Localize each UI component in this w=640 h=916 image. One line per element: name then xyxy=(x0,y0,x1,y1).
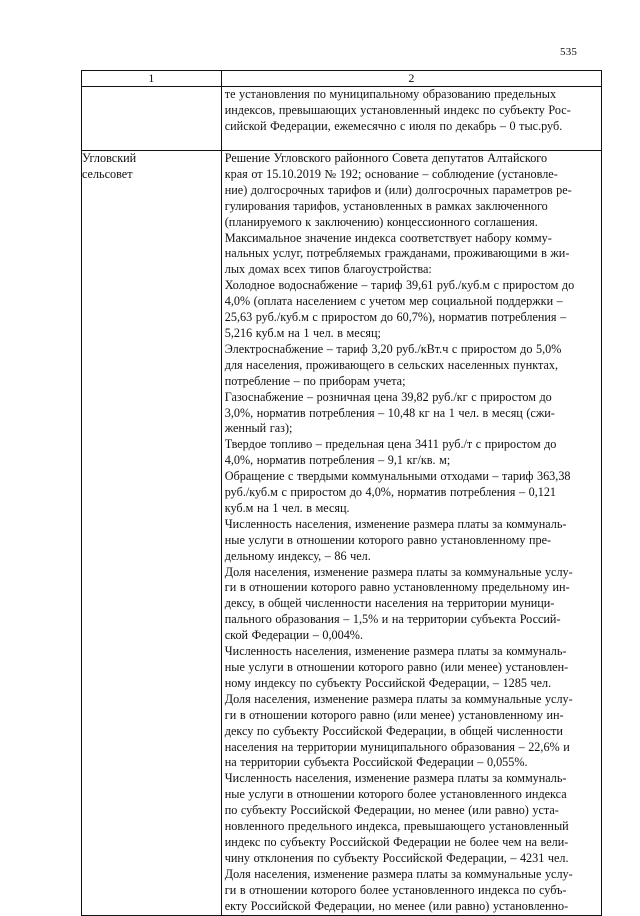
text-line: чину отклонения по субъекту Российской Федерации, – 4231 чел. xyxy=(224,850,569,865)
text-line: ные услуги в отношении которого более установленного индекса xyxy=(224,787,567,802)
indices-table xyxy=(81,70,602,916)
text-line: 5,216 куб.м на 1 чел. в месяц; xyxy=(224,325,381,340)
text-line: Обращение с твердыми коммунальными отходами – тариф 363,38 xyxy=(224,469,571,484)
text-line: пального образования – 1,5% и на территории субъекта Россий- xyxy=(224,612,561,627)
description-paragraph xyxy=(222,437,601,469)
text-line: 4,0% (оплата населением с учетом мер социальной поддержки – xyxy=(224,294,563,309)
page-number: 535 xyxy=(560,46,578,58)
text-line: Холодное водоснабжение – тариф 39,61 руб./куб.м с приростом до xyxy=(224,278,575,293)
text-line: ние) долгосрочных тарифов и (или) долгосрочных параметров ре- xyxy=(224,182,572,197)
description-paragraph xyxy=(222,390,601,438)
row1-municipality xyxy=(82,87,222,151)
text-line: Твердое топливо – предельная цена 3411 руб./т с приростом до xyxy=(224,437,557,452)
municipality-name-line: сельсовет xyxy=(82,166,133,181)
text-line: дексу, в общей численности населения на территории муници- xyxy=(224,596,555,611)
text-line: нальных услуг, потребляемых гражданами, проживающими в жи- xyxy=(224,246,570,261)
text-line: индекс по субъекту Российской Федерации не более чем на вели- xyxy=(224,834,569,849)
description-paragraph xyxy=(222,151,601,231)
text-line: 4,0%, норматив потребления – 9,1 кг/кв. м; xyxy=(224,453,451,468)
table-row-uglovsky xyxy=(82,151,602,916)
text-line: ному индексу по субъекту Российской Федерации, – 1285 чел. xyxy=(224,675,552,690)
description-paragraph xyxy=(222,278,601,342)
text-line: Газоснабжение – розничная цена 39,82 руб./кг с приростом до xyxy=(224,389,552,404)
table-header-row xyxy=(82,71,602,87)
text-line: ные услуги в отношении которого равно (или менее) установлен- xyxy=(224,660,569,674)
text-line: Численность населения, изменение размера платы за коммуналь- xyxy=(224,516,567,531)
text-line: Доля населения, изменение размера платы за коммунальные услу- xyxy=(224,564,573,579)
row1-paragraph xyxy=(222,87,601,135)
description-paragraph xyxy=(222,231,601,279)
description-paragraph xyxy=(222,771,601,866)
text-line: ные услуги в отношении которого равно установленному пре- xyxy=(224,532,552,547)
text-line: населения на территории муниципального образования – 22,6% и xyxy=(224,739,570,754)
text-line: (планируемого к заключению) концессионного соглашения. xyxy=(224,214,538,229)
text-line: куб.м на 1 чел. в месяц. xyxy=(224,500,350,515)
text-line: руб./куб.м с приростом до 4,0%, норматив потребления – 0,121 xyxy=(224,485,557,500)
text-line: женный газ); xyxy=(224,421,293,436)
text-line: екту Российской Федерации, но менее (или равно) установленно- xyxy=(224,898,569,913)
description-paragraph xyxy=(222,517,601,565)
text-line: потребление – по приборам учета; xyxy=(224,373,406,388)
text-line: те установления по муниципальному образованию предельных xyxy=(224,87,557,101)
text-line: Доля населения, изменение размера платы за коммунальные услу- xyxy=(224,866,573,881)
text-line: лых домах всех типов благоустройства: xyxy=(224,262,432,277)
text-line: Численность населения, изменение размера платы за коммуналь- xyxy=(224,771,567,786)
table-row-continuation xyxy=(82,87,602,151)
text-line: Максимальное значение индекса соответствует набору комму- xyxy=(224,230,552,245)
text-line: индексов, превышающих установленный индекс по субъекту Рос- xyxy=(224,102,571,117)
municipality-name-line: Угловский xyxy=(82,151,137,165)
row1-description xyxy=(221,87,601,151)
text-line: ги в отношении которого равно (или менее) установленному ин- xyxy=(224,707,564,722)
text-line: ской Федерации – 0,004%. xyxy=(224,628,363,643)
text-line: на территории субъекта Российской Федерации – 0,055%. xyxy=(224,755,528,770)
text-line: сийской Федерации, ежемесячно с июля по декабрь – 0 тыс.руб. xyxy=(224,118,563,133)
text-line: для населения, проживающего в сельских населенных пунктах, xyxy=(224,357,558,372)
description-paragraph xyxy=(222,867,601,915)
text-line: гулирования тарифов, установленных в рамках заключенного xyxy=(224,198,548,213)
description-paragraph xyxy=(222,342,601,390)
text-line: дельному индексу, – 86 чел. xyxy=(224,548,371,563)
header-col-1: 1 xyxy=(82,71,222,87)
text-line: Решение Угловского районного Совета депутатов Алтайского xyxy=(224,151,548,165)
row2-municipality xyxy=(82,151,222,916)
description-paragraph xyxy=(222,692,601,772)
description-paragraph xyxy=(222,469,601,517)
description-paragraph xyxy=(222,565,601,645)
text-line: Электроснабжение – тариф 3,20 руб./кВт.ч с приростом до 5,0% xyxy=(224,341,562,356)
text-line: Доля населения, изменение размера платы за коммунальные услу- xyxy=(224,691,573,706)
text-line: края от 15.10.2019 № 192; основание – соблюдение (установле- xyxy=(224,166,558,181)
text-line: по субъекту Российской Федерации, но менее (или равно) уста- xyxy=(224,803,559,818)
text-line: ги в отношении которого более установленного индекса по субъ- xyxy=(224,882,567,897)
text-line: Численность населения, изменение размера платы за коммуналь- xyxy=(224,644,567,659)
text-line: 3,0%, норматив потребления – 10,48 кг на 1 чел. в месяц (сжи- xyxy=(224,405,555,420)
text-line: дексу по субъекту Российской Федерации, в общей численности xyxy=(224,723,563,738)
row2-description xyxy=(221,151,601,916)
description-paragraph xyxy=(222,644,601,692)
header-col-2: 2 xyxy=(221,71,601,87)
text-line: новленного предельного индекса, превышающего установленный xyxy=(224,819,569,834)
text-line: 25,63 руб./куб.м с приростом до 60,7%), норматив потребления – xyxy=(224,310,567,325)
text-line: ги в отношении которого равно установленному предельному ин- xyxy=(224,580,570,595)
